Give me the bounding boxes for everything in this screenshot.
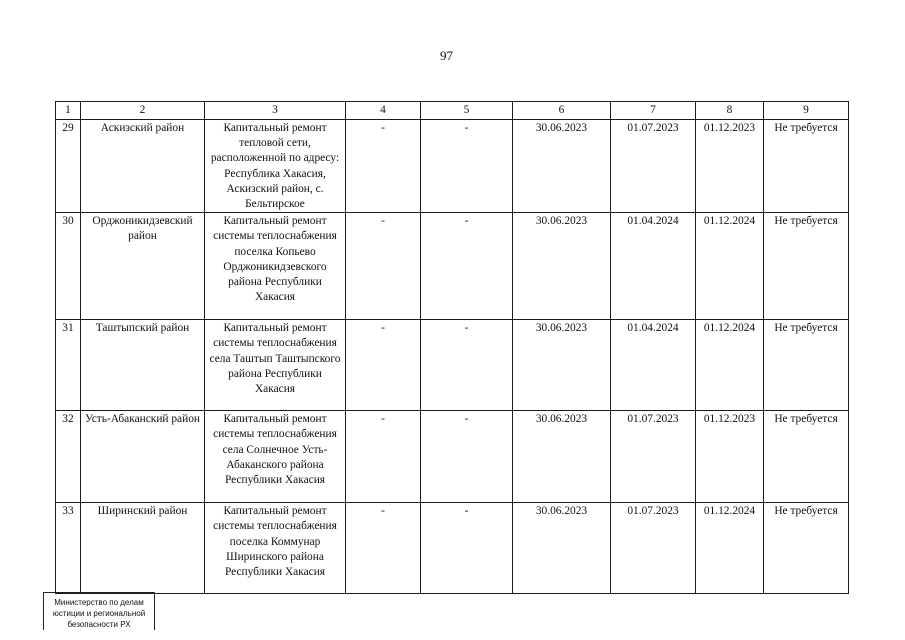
table-header [56, 102, 849, 120]
date-column-6-cell: 30.06.2023 [513, 120, 611, 213]
column-4-cell: - [346, 411, 421, 503]
date-column-8-cell: 01.12.2024 [696, 320, 764, 411]
column-header: 9 [764, 102, 849, 120]
stamp-line: юстиции и региональной [52, 609, 146, 618]
description-cell: Капитальный ремонт тепловой сети, расположенной по адресу: Республика Хакасия, Аскизский район, с. Бельтирское [205, 120, 346, 213]
date-column-6-cell: 30.06.2023 [513, 320, 611, 411]
column-4-cell: - [346, 213, 421, 320]
table-row [56, 120, 849, 213]
date-column-6-cell: 30.06.2023 [513, 213, 611, 320]
requirement-cell: Не требуется [764, 320, 849, 411]
description-cell: Капитальный ремонт системы теплоснабжения поселка Коммунар Ширинского района Республики Хакасия [205, 503, 346, 594]
column-5-cell: - [421, 213, 513, 320]
date-column-7-cell: 01.04.2024 [611, 320, 696, 411]
table-body [56, 120, 849, 594]
column-5-cell: - [421, 120, 513, 213]
page-number: 97 [440, 48, 453, 63]
date-column-6-cell: 30.06.2023 [513, 411, 611, 503]
date-column-8-cell: 01.12.2024 [696, 213, 764, 320]
column-4-cell: - [346, 120, 421, 213]
date-column-7-cell: 01.07.2023 [611, 503, 696, 594]
district-cell: Таштыпский район [81, 320, 205, 411]
registry-table [55, 101, 849, 594]
ministry-stamp [43, 592, 155, 630]
column-header: 3 [205, 102, 346, 120]
header-row [56, 102, 849, 120]
requirement-cell: Не требуется [764, 213, 849, 320]
column-header: 1 [56, 102, 81, 120]
date-column-8-cell: 01.12.2023 [696, 411, 764, 503]
date-column-8-cell: 01.12.2024 [696, 503, 764, 594]
column-header: 8 [696, 102, 764, 120]
district-cell: Ширинский район [81, 503, 205, 594]
column-5-cell: - [421, 320, 513, 411]
column-4-cell: - [346, 503, 421, 594]
column-4-cell: - [346, 320, 421, 411]
table-row [56, 411, 849, 503]
description-cell: Капитальный ремонт системы теплоснабжения поселка Копьево Орджоникидзевского района Республики Хакасия [205, 213, 346, 320]
requirement-cell: Не требуется [764, 503, 849, 594]
column-5-cell: - [421, 411, 513, 503]
column-header: 5 [421, 102, 513, 120]
date-column-6-cell: 30.06.2023 [513, 503, 611, 594]
row-number: 33 [56, 503, 81, 594]
district-cell: Орджоникидзевский район [81, 213, 205, 320]
column-header: 4 [346, 102, 421, 120]
column-header: 2 [81, 102, 205, 120]
date-column-7-cell: 01.07.2023 [611, 120, 696, 213]
column-header: 6 [513, 102, 611, 120]
column-5-cell: - [421, 503, 513, 594]
row-number: 29 [56, 120, 81, 213]
stamp-line: Министерство по делам [54, 598, 144, 607]
description-cell: Капитальный ремонт системы теплоснабжения села Таштып Таштыпского района Республики Хакасия [205, 320, 346, 411]
date-column-7-cell: 01.07.2023 [611, 411, 696, 503]
date-column-7-cell: 01.04.2024 [611, 213, 696, 320]
district-cell: Аскизский район [81, 120, 205, 213]
row-number: 30 [56, 213, 81, 320]
district-cell: Усть-Абаканский район [81, 411, 205, 503]
description-cell: Капитальный ремонт системы теплоснабжения села Солнечное Усть-Абаканского района Республики Хакасия [205, 411, 346, 503]
table-row [56, 320, 849, 411]
requirement-cell: Не требуется [764, 411, 849, 503]
row-number: 32 [56, 411, 81, 503]
date-column-8-cell: 01.12.2023 [696, 120, 764, 213]
row-number: 31 [56, 320, 81, 411]
requirement-cell: Не требуется [764, 120, 849, 213]
stamp-line: безопасности РХ [67, 620, 131, 629]
table-row [56, 213, 849, 320]
table-row [56, 503, 849, 594]
column-header: 7 [611, 102, 696, 120]
